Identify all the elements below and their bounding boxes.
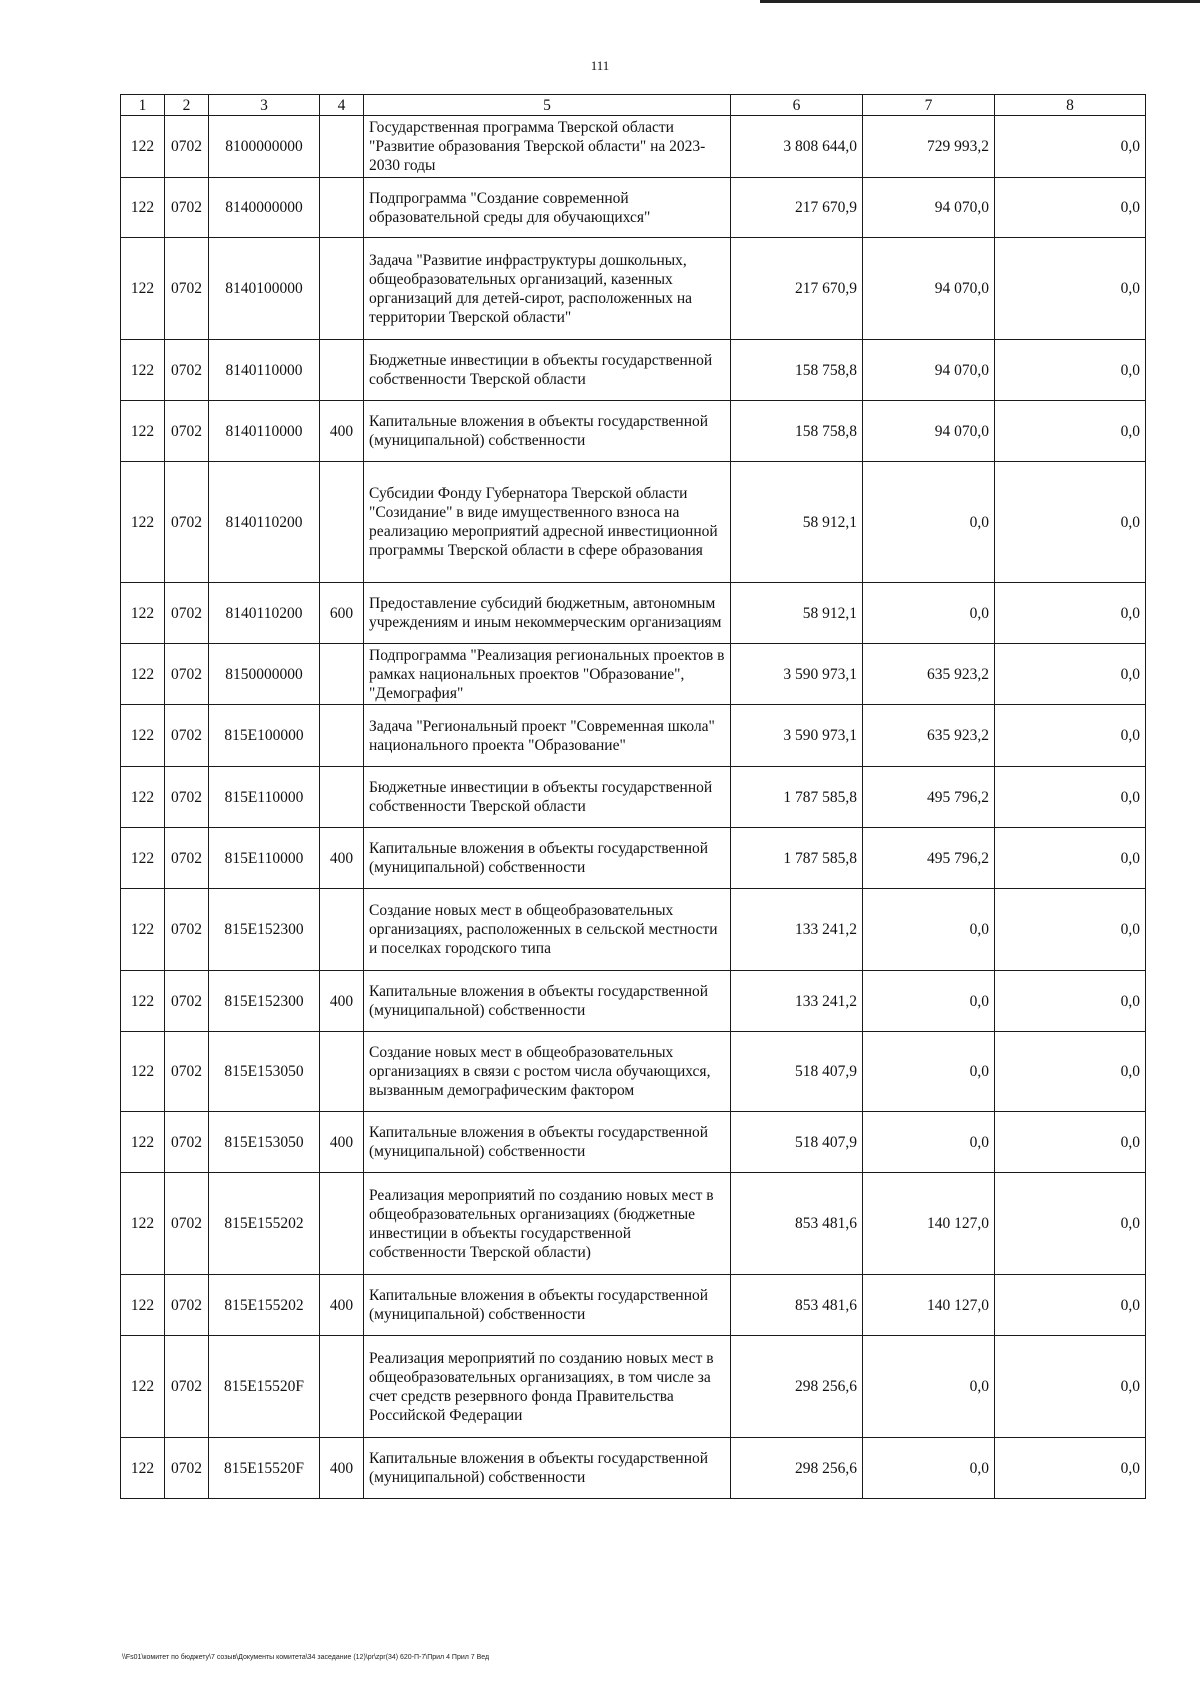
cell-col-4 xyxy=(320,116,364,178)
cell-col-1: 122 xyxy=(121,1275,165,1336)
cell-col-7: 94 070,0 xyxy=(863,340,995,401)
file-path-footer: \\Fs01\комитет по бюджету\7 созыв\Документы комитета\34 заседание (12)\pr\zpr(34) 620-П-7\Прил 4 Прил 7 Вед xyxy=(122,1654,490,1661)
cell-col-2: 0702 xyxy=(165,1173,209,1275)
cell-col-8: 0,0 xyxy=(995,1275,1146,1336)
cell-col-4: 400 xyxy=(320,1438,364,1499)
cell-col-6: 298 256,6 xyxy=(731,1336,863,1438)
table-row xyxy=(121,767,1146,828)
cell-col-4 xyxy=(320,340,364,401)
cell-col-2: 0702 xyxy=(165,178,209,238)
cell-col-4: 400 xyxy=(320,1112,364,1173)
table-row xyxy=(121,462,1146,583)
cell-col-4: 400 xyxy=(320,971,364,1032)
cell-col-2: 0702 xyxy=(165,1438,209,1499)
cell-col-1: 122 xyxy=(121,1438,165,1499)
cell-col-3: 8140110200 xyxy=(209,583,320,644)
cell-col-5: Субсидии Фонду Губернатора Тверской области "Созидание" в виде имущественного взноса на реализацию мероприятий адресной инвестиционной программы Тверской области в сфере образования xyxy=(364,462,731,583)
cell-col-2: 0702 xyxy=(165,583,209,644)
table-row xyxy=(121,178,1146,238)
header-cell: 1 xyxy=(121,95,165,116)
table-row xyxy=(121,116,1146,178)
cell-col-7: 140 127,0 xyxy=(863,1275,995,1336)
cell-col-1: 122 xyxy=(121,401,165,462)
cell-col-3: 815E153050 xyxy=(209,1032,320,1112)
cell-col-4 xyxy=(320,889,364,971)
cell-col-1: 122 xyxy=(121,116,165,178)
table-row xyxy=(121,1275,1146,1336)
cell-col-5: Государственная программа Тверской области "Развитие образования Тверской области" на 2023-2030 годы xyxy=(364,116,731,178)
cell-col-6: 158 758,8 xyxy=(731,401,863,462)
cell-col-1: 122 xyxy=(121,889,165,971)
cell-col-4: 400 xyxy=(320,1275,364,1336)
cell-col-6: 3 590 973,1 xyxy=(731,705,863,767)
cell-col-2: 0702 xyxy=(165,116,209,178)
cell-col-1: 122 xyxy=(121,1173,165,1275)
cell-col-3: 8140110200 xyxy=(209,462,320,583)
cell-col-4 xyxy=(320,1173,364,1275)
table-row xyxy=(121,1438,1146,1499)
header-cell: 7 xyxy=(863,95,995,116)
cell-col-5: Капитальные вложения в объекты государственной (муниципальной) собственности xyxy=(364,1112,731,1173)
cell-col-7: 0,0 xyxy=(863,1336,995,1438)
cell-col-3: 815E153050 xyxy=(209,1112,320,1173)
cell-col-2: 0702 xyxy=(165,1275,209,1336)
cell-col-1: 122 xyxy=(121,238,165,340)
cell-col-5: Реализация мероприятий по созданию новых мест в общеобразовательных организациях (бюджетные инвестиции в объекты государственной собственности Тверской области) xyxy=(364,1173,731,1275)
cell-col-8: 0,0 xyxy=(995,828,1146,889)
cell-col-6: 217 670,9 xyxy=(731,238,863,340)
cell-col-4: 600 xyxy=(320,583,364,644)
cell-col-4 xyxy=(320,644,364,705)
cell-col-8: 0,0 xyxy=(995,705,1146,767)
cell-col-8: 0,0 xyxy=(995,340,1146,401)
cell-col-1: 122 xyxy=(121,644,165,705)
cell-col-4 xyxy=(320,705,364,767)
cell-col-5: Капитальные вложения в объекты государственной (муниципальной) собственности xyxy=(364,1438,731,1499)
header-cell: 5 xyxy=(364,95,731,116)
cell-col-5: Подпрограмма "Реализация региональных проектов в рамках национальных проектов "Образование", "Демография" xyxy=(364,644,731,705)
cell-col-6: 1 787 585,8 xyxy=(731,828,863,889)
cell-col-8: 0,0 xyxy=(995,1438,1146,1499)
cell-col-2: 0702 xyxy=(165,1112,209,1173)
cell-col-8: 0,0 xyxy=(995,971,1146,1032)
cell-col-3: 8140110000 xyxy=(209,401,320,462)
cell-col-6: 518 407,9 xyxy=(731,1112,863,1173)
cell-col-5: Капитальные вложения в объекты государственной (муниципальной) собственности xyxy=(364,828,731,889)
cell-col-7: 0,0 xyxy=(863,889,995,971)
cell-col-1: 122 xyxy=(121,462,165,583)
cell-col-1: 122 xyxy=(121,178,165,238)
cell-col-8: 0,0 xyxy=(995,1173,1146,1275)
table-row xyxy=(121,238,1146,340)
cell-col-7: 0,0 xyxy=(863,1438,995,1499)
table-header-row xyxy=(121,95,1146,116)
header-cell: 4 xyxy=(320,95,364,116)
cell-col-8: 0,0 xyxy=(995,583,1146,644)
cell-col-7: 729 993,2 xyxy=(863,116,995,178)
cell-col-1: 122 xyxy=(121,1112,165,1173)
cell-col-3: 8100000000 xyxy=(209,116,320,178)
cell-col-6: 158 758,8 xyxy=(731,340,863,401)
table-row xyxy=(121,889,1146,971)
cell-col-4 xyxy=(320,238,364,340)
cell-col-3: 815E155202 xyxy=(209,1173,320,1275)
cell-col-8: 0,0 xyxy=(995,767,1146,828)
cell-col-8: 0,0 xyxy=(995,1032,1146,1112)
cell-col-7: 0,0 xyxy=(863,1112,995,1173)
cell-col-1: 122 xyxy=(121,971,165,1032)
cell-col-5: Создание новых мест в общеобразовательных организациях в связи с ростом числа обучающихся, вызванным демографическим фактором xyxy=(364,1032,731,1112)
cell-col-3: 815E15520F xyxy=(209,1438,320,1499)
cell-col-5: Капитальные вложения в объекты государственной (муниципальной) собственности xyxy=(364,1275,731,1336)
cell-col-7: 0,0 xyxy=(863,971,995,1032)
cell-col-2: 0702 xyxy=(165,1336,209,1438)
cell-col-4: 400 xyxy=(320,401,364,462)
cell-col-7: 94 070,0 xyxy=(863,238,995,340)
cell-col-7: 94 070,0 xyxy=(863,401,995,462)
cell-col-8: 0,0 xyxy=(995,238,1146,340)
cell-col-5: Создание новых мест в общеобразовательных организациях, расположенных в сельской местности и поселках городского типа xyxy=(364,889,731,971)
cell-col-3: 815E15520F xyxy=(209,1336,320,1438)
cell-col-5: Капитальные вложения в объекты государственной (муниципальной) собственности xyxy=(364,401,731,462)
cell-col-8: 0,0 xyxy=(995,1336,1146,1438)
cell-col-3: 815E110000 xyxy=(209,767,320,828)
cell-col-1: 122 xyxy=(121,583,165,644)
cell-col-7: 140 127,0 xyxy=(863,1173,995,1275)
cell-col-2: 0702 xyxy=(165,1032,209,1112)
cell-col-6: 518 407,9 xyxy=(731,1032,863,1112)
cell-col-4 xyxy=(320,178,364,238)
cell-col-5: Бюджетные инвестиции в объекты государственной собственности Тверской области xyxy=(364,767,731,828)
cell-col-3: 815E100000 xyxy=(209,705,320,767)
cell-col-6: 3 590 973,1 xyxy=(731,644,863,705)
cell-col-2: 0702 xyxy=(165,340,209,401)
cell-col-6: 58 912,1 xyxy=(731,462,863,583)
cell-col-6: 298 256,6 xyxy=(731,1438,863,1499)
table-row xyxy=(121,340,1146,401)
header-cell: 6 xyxy=(731,95,863,116)
cell-col-2: 0702 xyxy=(165,462,209,583)
scan-edge-line xyxy=(760,0,1200,3)
cell-col-4 xyxy=(320,462,364,583)
cell-col-6: 133 241,2 xyxy=(731,971,863,1032)
cell-col-6: 1 787 585,8 xyxy=(731,767,863,828)
cell-col-3: 8140100000 xyxy=(209,238,320,340)
cell-col-8: 0,0 xyxy=(995,116,1146,178)
table-row xyxy=(121,971,1146,1032)
header-cell: 8 xyxy=(995,95,1146,116)
cell-col-5: Подпрограмма "Создание современной образовательной среды для обучающихся" xyxy=(364,178,731,238)
cell-col-4 xyxy=(320,767,364,828)
table-row xyxy=(121,401,1146,462)
cell-col-4 xyxy=(320,1336,364,1438)
cell-col-2: 0702 xyxy=(165,971,209,1032)
cell-col-3: 815E155202 xyxy=(209,1275,320,1336)
cell-col-1: 122 xyxy=(121,767,165,828)
cell-col-8: 0,0 xyxy=(995,401,1146,462)
cell-col-8: 0,0 xyxy=(995,889,1146,971)
header-cell: 2 xyxy=(165,95,209,116)
cell-col-7: 0,0 xyxy=(863,462,995,583)
cell-col-5: Капитальные вложения в объекты государственной (муниципальной) собственности xyxy=(364,971,731,1032)
table-row xyxy=(121,1336,1146,1438)
table-row xyxy=(121,644,1146,705)
cell-col-1: 122 xyxy=(121,340,165,401)
cell-col-5: Бюджетные инвестиции в объекты государственной собственности Тверской области xyxy=(364,340,731,401)
cell-col-1: 122 xyxy=(121,1336,165,1438)
cell-col-6: 133 241,2 xyxy=(731,889,863,971)
cell-col-6: 3 808 644,0 xyxy=(731,116,863,178)
cell-col-2: 0702 xyxy=(165,705,209,767)
table-row xyxy=(121,705,1146,767)
cell-col-2: 0702 xyxy=(165,644,209,705)
table-row xyxy=(121,828,1146,889)
table-row xyxy=(121,1173,1146,1275)
cell-col-4 xyxy=(320,1032,364,1112)
cell-col-3: 815E152300 xyxy=(209,971,320,1032)
cell-col-1: 122 xyxy=(121,705,165,767)
cell-col-7: 94 070,0 xyxy=(863,178,995,238)
cell-col-2: 0702 xyxy=(165,401,209,462)
cell-col-1: 122 xyxy=(121,828,165,889)
cell-col-6: 853 481,6 xyxy=(731,1173,863,1275)
cell-col-5: Реализация мероприятий по созданию новых мест в общеобразовательных организациях, в том числе за счет средств резервного фонда Правительства Российской Федерации xyxy=(364,1336,731,1438)
budget-table xyxy=(120,94,1146,1499)
cell-col-3: 8140000000 xyxy=(209,178,320,238)
cell-col-8: 0,0 xyxy=(995,178,1146,238)
cell-col-6: 217 670,9 xyxy=(731,178,863,238)
page-number: 111 xyxy=(590,58,610,73)
table-row xyxy=(121,583,1146,644)
cell-col-7: 0,0 xyxy=(863,1032,995,1112)
cell-col-2: 0702 xyxy=(165,767,209,828)
cell-col-5: Задача "Развитие инфраструктуры дошкольных, общеобразовательных организаций, казенных организаций для детей-сирот, расположенных на территории Тверской области" xyxy=(364,238,731,340)
cell-col-8: 0,0 xyxy=(995,644,1146,705)
cell-col-6: 853 481,6 xyxy=(731,1275,863,1336)
table-row xyxy=(121,1032,1146,1112)
cell-col-7: 635 923,2 xyxy=(863,644,995,705)
cell-col-6: 58 912,1 xyxy=(731,583,863,644)
cell-col-8: 0,0 xyxy=(995,1112,1146,1173)
cell-col-3: 815E152300 xyxy=(209,889,320,971)
cell-col-7: 495 796,2 xyxy=(863,828,995,889)
table-row xyxy=(121,1112,1146,1173)
cell-col-8: 0,0 xyxy=(995,462,1146,583)
cell-col-2: 0702 xyxy=(165,238,209,340)
cell-col-7: 0,0 xyxy=(863,583,995,644)
cell-col-4: 400 xyxy=(320,828,364,889)
cell-col-7: 495 796,2 xyxy=(863,767,995,828)
cell-col-5: Задача "Региональный проект "Современная школа" национального проекта "Образование" xyxy=(364,705,731,767)
cell-col-2: 0702 xyxy=(165,889,209,971)
cell-col-3: 8140110000 xyxy=(209,340,320,401)
cell-col-2: 0702 xyxy=(165,828,209,889)
cell-col-3: 8150000000 xyxy=(209,644,320,705)
cell-col-5: Предоставление субсидий бюджетным, автономным учреждениям и иным некоммерческим организациям xyxy=(364,583,731,644)
cell-col-7: 635 923,2 xyxy=(863,705,995,767)
cell-col-1: 122 xyxy=(121,1032,165,1112)
header-cell: 3 xyxy=(209,95,320,116)
cell-col-3: 815E110000 xyxy=(209,828,320,889)
